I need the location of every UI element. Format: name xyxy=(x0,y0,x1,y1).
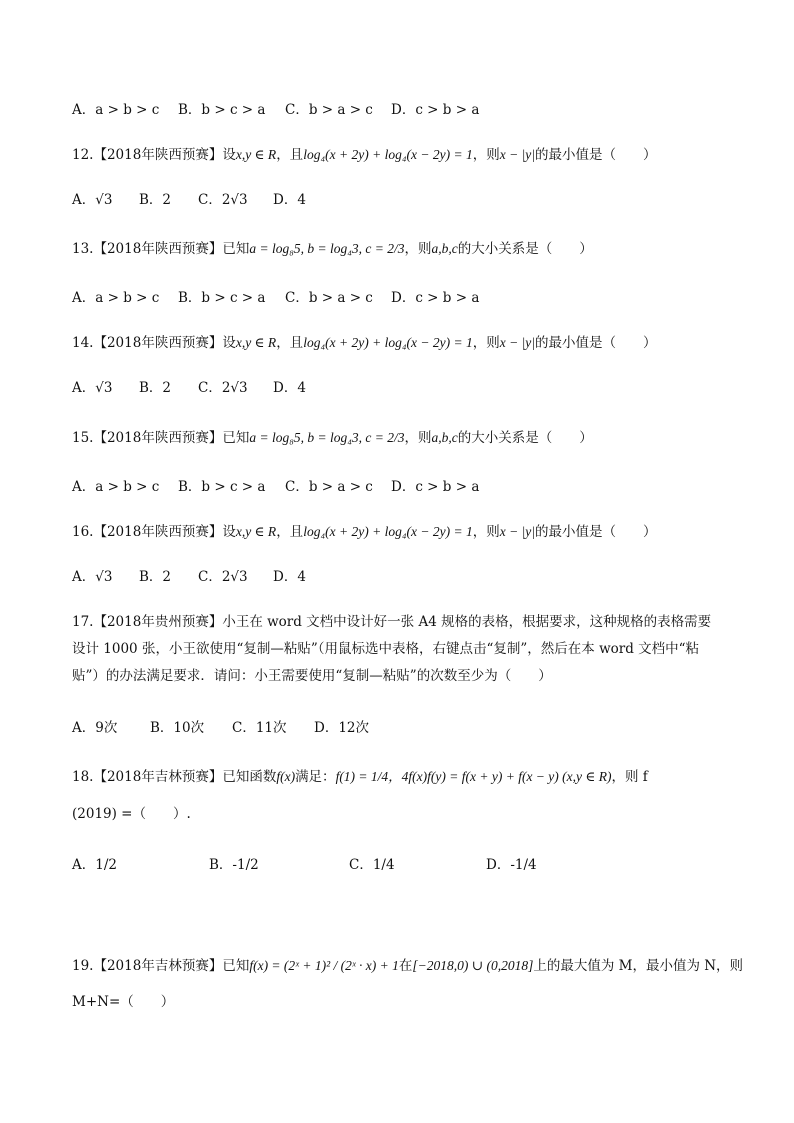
question-text: 在 xyxy=(398,958,413,974)
question-prefix: 15.【2018年陕西预赛】已知 xyxy=(72,430,250,446)
option-c: C．2√3 xyxy=(198,380,248,396)
option-b: B．10次 xyxy=(150,720,205,736)
question-line: (2019) =（ ）. xyxy=(72,806,191,822)
question-suffix: 的最小值是（ ） xyxy=(535,335,657,351)
question-func: f(x) xyxy=(276,769,296,784)
question-line: M+N=（ ） xyxy=(72,994,175,1010)
option-d: D．4 xyxy=(273,192,306,208)
option-a: A．9次 xyxy=(72,720,118,736)
options-q13 xyxy=(72,288,479,308)
option-c: C．b > a > c xyxy=(285,290,373,306)
question-suffix: 的大小关系是（ ） xyxy=(457,430,593,446)
options-q16 xyxy=(72,567,306,587)
question-suffix: ，则 f xyxy=(611,769,648,785)
option-d: D．c > b > a xyxy=(391,290,480,306)
question-equation: log₄(x + 2y) + log₄(x − 2y) = 1 xyxy=(303,335,473,350)
question-suffix: 的最小值是（ ） xyxy=(535,147,657,163)
question-line: 设计 1000 张，小王欲使用“复制—粘贴”（用鼠标选中表格，右键点击“复制”，然后在本 word 文档中“粘 xyxy=(72,641,700,657)
option-a: A．√3 xyxy=(72,380,113,396)
question-prefix: 16.【2018年陕西预赛】设 xyxy=(72,524,236,540)
question-vars: x,y ∈ R xyxy=(235,524,277,539)
option-d: D．4 xyxy=(273,569,306,585)
question-15 xyxy=(72,428,593,448)
question-prefix: 12.【2018年陕西预赛】设 xyxy=(72,147,236,163)
question-equation: log₄(x + 2y) + log₄(x − 2y) = 1 xyxy=(303,147,473,162)
option-d: D．4 xyxy=(273,380,306,396)
option-c: C．1/4 xyxy=(349,857,395,873)
question-expr: a = log₈5, b = log₄3, c = 2/3 xyxy=(249,430,405,445)
question-13 xyxy=(72,239,593,259)
question-line: 17.【2018年贵州预赛】小王在 word 文档中设计好一张 A4 规格的表格，根据要求，这种规格的表格需要 xyxy=(72,614,712,630)
option-b: B．2 xyxy=(139,380,172,396)
option-c: C．b > a > c xyxy=(285,102,373,118)
question-text: ，则 xyxy=(472,524,500,540)
question-text: ，则 xyxy=(472,335,500,351)
question-19-cont xyxy=(72,992,174,1012)
question-prefix: 18.【2018年吉林预赛】已知函数 xyxy=(72,769,277,785)
option-b: B．2 xyxy=(139,192,172,208)
question-condition: f(1) = 1/4 xyxy=(335,769,389,784)
question-12 xyxy=(72,145,657,165)
question-text: ，且 xyxy=(276,524,304,540)
option-c: C．11次 xyxy=(232,720,287,736)
question-condition: ，4f(x)f(y) = f(x + y) + f(x − y) (x,y ∈ R) xyxy=(388,769,612,784)
option-a: A．a > b > c xyxy=(72,290,160,306)
question-equation: log₄(x + 2y) + log₄(x − 2y) = 1 xyxy=(303,524,473,539)
option-a: A．1/2 xyxy=(72,857,117,873)
option-c: C．b > a > c xyxy=(285,479,373,495)
question-vars: a,b,c xyxy=(431,430,458,445)
question-line: 贴”）的办法满足要求．请问：小王需要使用“复制—粘贴”的次数至少为（ ） xyxy=(72,668,552,684)
option-a: A．√3 xyxy=(72,569,113,585)
question-suffix: 的大小关系是（ ） xyxy=(457,241,593,257)
question-interval: [−2018,0) ∪ (0,2018] xyxy=(412,958,534,973)
question-16 xyxy=(72,522,657,542)
option-b: B．b > c > a xyxy=(178,479,266,495)
option-b: B．b > c > a xyxy=(178,290,266,306)
options-q14 xyxy=(72,378,306,398)
question-18-cont xyxy=(72,804,191,824)
question-text: ，则 xyxy=(472,147,500,163)
option-d: D．c > b > a xyxy=(391,102,480,118)
question-text: 满足： xyxy=(295,769,336,785)
options-q18 xyxy=(72,855,537,875)
question-19 xyxy=(72,956,743,976)
question-expr: a = log₈5, b = log₄3, c = 2/3 xyxy=(249,241,405,256)
question-suffix: 的最小值是（ ） xyxy=(535,524,657,540)
option-a: A．a > b > c xyxy=(72,102,160,118)
question-text: ，则 xyxy=(404,241,432,257)
question-suffix: 上的最大值为 M，最小值为 N，则 xyxy=(533,958,744,974)
option-c: C．2√3 xyxy=(198,192,248,208)
options-q17 xyxy=(72,718,369,738)
question-14 xyxy=(72,333,657,353)
question-17 xyxy=(72,609,722,690)
question-func: f(x) = (2ˣ + 1)² / (2ˣ · x) + 1 xyxy=(249,958,399,973)
option-b: B．2 xyxy=(139,569,172,585)
options-q15 xyxy=(72,477,479,497)
option-d: D．c > b > a xyxy=(391,479,480,495)
question-text: ，且 xyxy=(276,147,304,163)
option-c: C．2√3 xyxy=(198,569,248,585)
option-b: B．b > c > a xyxy=(178,102,266,118)
question-expr: x − |y| xyxy=(499,147,535,162)
options-line-top xyxy=(72,100,479,120)
question-expr: x − |y| xyxy=(499,524,535,539)
question-vars: x,y ∈ R xyxy=(235,147,277,162)
question-prefix: 19.【2018年吉林预赛】已知 xyxy=(72,958,250,974)
question-text: ，则 xyxy=(404,430,432,446)
option-a: A．√3 xyxy=(72,192,113,208)
option-b: B．-1/2 xyxy=(209,857,259,873)
option-a: A．a > b > c xyxy=(72,479,160,495)
option-d: D．-1/4 xyxy=(486,857,537,873)
option-d: D．12次 xyxy=(314,720,370,736)
question-vars: a,b,c xyxy=(431,241,458,256)
question-18 xyxy=(72,767,648,787)
question-expr: x − |y| xyxy=(499,335,535,350)
question-vars: x,y ∈ R xyxy=(235,335,277,350)
question-prefix: 14.【2018年陕西预赛】设 xyxy=(72,335,236,351)
question-text: ，且 xyxy=(276,335,304,351)
options-q12 xyxy=(72,190,306,210)
question-prefix: 13.【2018年陕西预赛】已知 xyxy=(72,241,250,257)
